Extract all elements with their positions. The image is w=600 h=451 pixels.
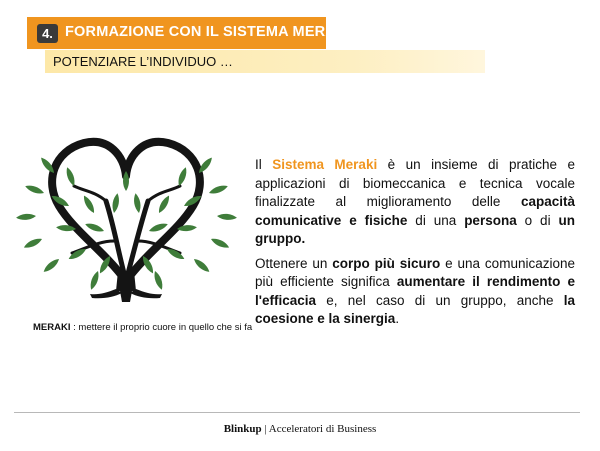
bold-run: un gruppo.: [255, 212, 575, 246]
highlight-sistema-meraki: Sistema Meraki: [272, 157, 378, 172]
image-caption: [33, 322, 252, 333]
text-run: Ottenere un: [255, 255, 333, 271]
subtitle: POTENZIARE L’INDIVIDUO …: [53, 54, 233, 69]
bold-run: la coesione e la sinergia: [255, 292, 575, 326]
text-run: e una comunicazione più efficiente significa: [255, 255, 575, 289]
footer-divider: [14, 412, 580, 413]
bold-run: persona: [464, 212, 517, 228]
footer-separator: |: [261, 423, 269, 435]
bold-run: capacità comunicative e fisiche: [255, 194, 575, 228]
paragraph-1: [255, 156, 575, 249]
footer-tagline: Acceleratori di Business: [268, 423, 377, 435]
text-run: di una: [407, 212, 465, 228]
section-number-badge: 4.: [37, 24, 58, 43]
text-run: è un insieme di pratiche e applicazioni di biomeccanica e tecnica vocale finalizzate al miglioramento delle: [255, 157, 575, 209]
bold-run: corpo più sicuro: [332, 255, 441, 271]
section-title: FORMAZIONE CON IL SISTEMA MERAKI: [65, 24, 351, 40]
caption-term: MERAKI: [33, 322, 71, 333]
footer-brand: Blinkup: [223, 423, 262, 435]
bold-run: aumentare il rendimento e l'efficacia: [255, 274, 575, 308]
text-run: e, nel caso di un gruppo, anche: [316, 292, 564, 308]
paragraph-2: [255, 255, 575, 329]
body-text: [255, 156, 575, 335]
heart-tree-icon: [14, 131, 239, 306]
text-run: .: [395, 311, 400, 326]
subtitle-bar: [45, 50, 485, 73]
caption-text: : mettere il proprio cuore in quello che si fa: [70, 322, 253, 333]
text-run: o di: [516, 212, 559, 228]
footer: [0, 423, 600, 435]
section-title-bar: [27, 17, 351, 49]
text-run: Il: [255, 157, 273, 172]
